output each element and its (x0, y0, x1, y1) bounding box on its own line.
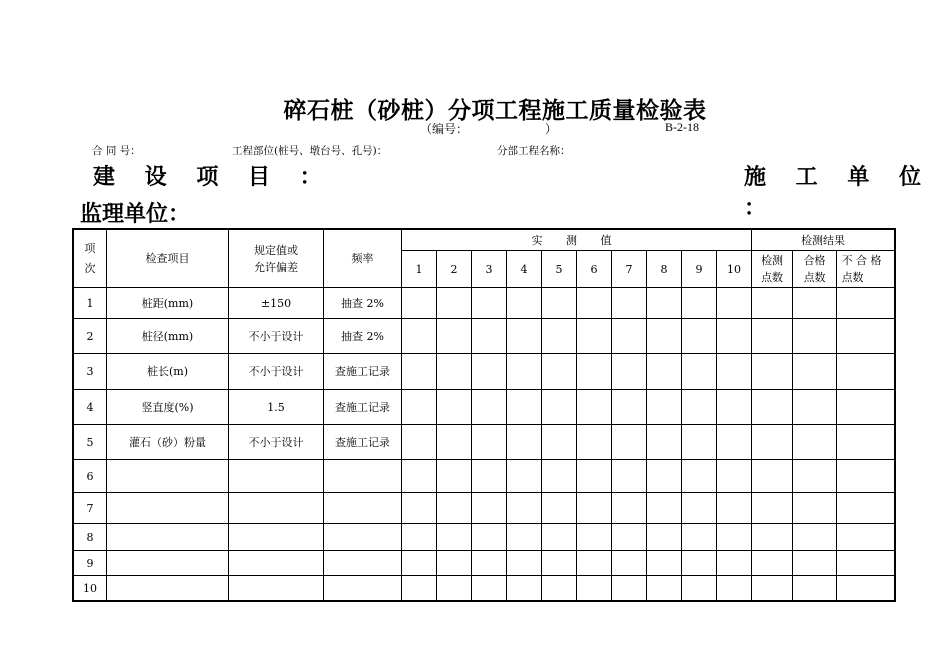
supervisor-label: 监理单位： (80, 202, 191, 227)
fail-points-cell[interactable] (837, 425, 895, 460)
measured-value-cell[interactable] (402, 354, 437, 390)
measured-col-7: 7 (612, 251, 647, 288)
measured-value-cell[interactable] (717, 319, 752, 354)
measured-value-cell[interactable] (542, 390, 577, 425)
measured-value-cell[interactable] (542, 493, 577, 524)
subproject-name-label: 分部工程名称： (497, 145, 571, 157)
measured-value-cell[interactable] (507, 524, 542, 551)
measured-col-1: 1 (402, 251, 437, 288)
measured-value-cell[interactable] (647, 460, 682, 493)
measured-value-cell[interactable] (612, 460, 647, 493)
row-check-item: 灌石（砂）粉量 (107, 425, 229, 460)
measured-value-cell[interactable] (472, 524, 507, 551)
measured-col-8: 8 (647, 251, 682, 288)
pass-points-cell[interactable] (793, 354, 837, 390)
table-row (74, 354, 895, 390)
inspection-table (73, 229, 895, 601)
measured-value-cell[interactable] (647, 288, 682, 319)
measured-col-6: 6 (577, 251, 612, 288)
serial-close: ） (545, 122, 558, 136)
measured-value-cell[interactable] (402, 425, 437, 460)
measured-value-cell[interactable] (507, 551, 542, 576)
pass-points-cell[interactable] (793, 425, 837, 460)
measured-value-cell[interactable] (577, 460, 612, 493)
measured-value-cell[interactable] (717, 425, 752, 460)
table-row (74, 524, 895, 551)
row-number: 10 (74, 576, 107, 601)
table-row (74, 288, 895, 319)
measured-value-cell[interactable] (682, 524, 717, 551)
row-check-item (107, 524, 229, 551)
pass-points-cell[interactable] (793, 390, 837, 425)
table-row (74, 460, 895, 493)
measured-value-cell[interactable] (437, 319, 472, 354)
row-spec (229, 493, 324, 524)
header-result: 检测结果 (752, 230, 895, 251)
measured-value-cell[interactable] (542, 425, 577, 460)
detect-points-cell[interactable] (752, 460, 793, 493)
measured-value-cell[interactable] (612, 288, 647, 319)
row-spec (229, 551, 324, 576)
measured-value-cell[interactable] (682, 390, 717, 425)
header-spec (229, 230, 324, 288)
measured-value-cell[interactable] (402, 390, 437, 425)
measured-col-9: 9 (682, 251, 717, 288)
row-frequency: 查施工记录 (324, 354, 402, 390)
measured-value-cell[interactable] (437, 524, 472, 551)
measured-value-cell[interactable] (717, 551, 752, 576)
pass-points-cell[interactable] (793, 493, 837, 524)
measured-value-cell[interactable] (472, 551, 507, 576)
row-frequency (324, 524, 402, 551)
measured-value-cell[interactable] (647, 493, 682, 524)
detect-points-cell[interactable] (752, 390, 793, 425)
measured-value-cell[interactable] (577, 319, 612, 354)
measured-value-cell[interactable] (612, 551, 647, 576)
measured-value-cell[interactable] (577, 493, 612, 524)
header-pass-points: 合格点数 (793, 251, 837, 288)
measured-value-cell[interactable] (402, 460, 437, 493)
measured-value-cell[interactable] (402, 288, 437, 319)
work-location-label: 工程部位(桩号、墩台号、孔号)： (232, 145, 388, 157)
measured-value-cell[interactable] (647, 524, 682, 551)
measured-value-cell[interactable] (402, 576, 437, 601)
measured-value-cell[interactable] (682, 354, 717, 390)
measured-value-cell[interactable] (507, 288, 542, 319)
measured-value-cell[interactable] (507, 576, 542, 601)
measured-value-cell[interactable] (472, 576, 507, 601)
row-number: 9 (74, 551, 107, 576)
measured-value-cell[interactable] (542, 460, 577, 493)
row-spec: 不小于设计 (229, 425, 324, 460)
row-number: 7 (74, 493, 107, 524)
measured-value-cell[interactable] (437, 576, 472, 601)
measured-value-cell[interactable] (402, 493, 437, 524)
header-check-item: 检查项目 (107, 230, 229, 288)
row-number: 1 (74, 288, 107, 319)
row-check-item (107, 576, 229, 601)
measured-value-cell[interactable] (437, 390, 472, 425)
row-spec: ±150 (229, 288, 324, 319)
row-frequency (324, 551, 402, 576)
detect-points-cell[interactable] (752, 354, 793, 390)
measured-value-cell[interactable] (682, 576, 717, 601)
measured-value-cell[interactable] (717, 354, 752, 390)
measured-value-cell[interactable] (612, 493, 647, 524)
pass-points-cell[interactable] (793, 576, 837, 601)
measured-value-cell[interactable] (612, 425, 647, 460)
row-number: 4 (74, 390, 107, 425)
measured-value-cell[interactable] (577, 524, 612, 551)
row-frequency: 抽查 2% (324, 288, 402, 319)
measured-value-cell[interactable] (682, 551, 717, 576)
measured-col-10: 10 (717, 251, 752, 288)
row-check-item (107, 493, 229, 524)
measured-value-cell[interactable] (472, 319, 507, 354)
header-spec-line2: 允许偏差 (254, 260, 298, 274)
detect-points-cell[interactable] (752, 524, 793, 551)
fail-points-cell[interactable] (837, 576, 895, 601)
measured-value-cell[interactable] (612, 576, 647, 601)
header-spec-line1: 规定值或 (254, 243, 298, 257)
measured-value-cell[interactable] (472, 493, 507, 524)
measured-col-3: 3 (472, 251, 507, 288)
table-row (74, 390, 895, 425)
header-detect-points: 检测点数 (752, 251, 793, 288)
contractor-label: 施 工 单 位 ： (744, 165, 932, 221)
row-check-item: 桩径(mm) (107, 319, 229, 354)
measured-value-cell[interactable] (682, 319, 717, 354)
row-frequency (324, 493, 402, 524)
detect-points-cell[interactable] (752, 288, 793, 319)
fail-points-cell[interactable] (837, 288, 895, 319)
table-row (74, 551, 895, 576)
row-number: 6 (74, 460, 107, 493)
fail-points-cell[interactable] (837, 524, 895, 551)
measured-value-cell[interactable] (437, 425, 472, 460)
measured-col-2: 2 (437, 251, 472, 288)
measured-value-cell[interactable] (542, 576, 577, 601)
row-spec: 1.5 (229, 390, 324, 425)
table-row (74, 493, 895, 524)
fail-points-cell[interactable] (837, 460, 895, 493)
serial-number (420, 120, 558, 137)
pass-points-cell[interactable] (793, 319, 837, 354)
measured-value-cell[interactable] (682, 288, 717, 319)
measured-value-cell[interactable] (507, 354, 542, 390)
header-frequency: 频率 (324, 230, 402, 288)
row-frequency (324, 576, 402, 601)
measured-value-cell[interactable] (647, 425, 682, 460)
measured-value-cell[interactable] (437, 288, 472, 319)
measured-value-cell[interactable] (542, 288, 577, 319)
row-check-item (107, 460, 229, 493)
measured-value-cell[interactable] (437, 551, 472, 576)
measured-value-cell[interactable] (507, 493, 542, 524)
measured-value-cell[interactable] (507, 319, 542, 354)
measured-value-cell[interactable] (437, 354, 472, 390)
measured-value-cell[interactable] (542, 524, 577, 551)
row-frequency: 查施工记录 (324, 425, 402, 460)
measured-value-cell[interactable] (647, 576, 682, 601)
measured-value-cell[interactable] (507, 390, 542, 425)
measured-value-cell[interactable] (542, 354, 577, 390)
header-item-no: 项次 (74, 230, 107, 288)
row-check-item: 竖直度(%) (107, 390, 229, 425)
fail-points-cell[interactable] (837, 493, 895, 524)
measured-value-cell[interactable] (717, 576, 752, 601)
measured-value-cell[interactable] (647, 551, 682, 576)
measured-value-cell[interactable] (682, 425, 717, 460)
measured-value-cell[interactable] (472, 460, 507, 493)
measured-value-cell[interactable] (577, 576, 612, 601)
measured-value-cell[interactable] (577, 425, 612, 460)
row-spec (229, 460, 324, 493)
row-frequency: 抽查 2% (324, 319, 402, 354)
row-spec (229, 576, 324, 601)
table-row (74, 319, 895, 354)
measured-value-cell[interactable] (682, 460, 717, 493)
row-frequency: 查施工记录 (324, 390, 402, 425)
measured-value-cell[interactable] (472, 390, 507, 425)
fail-points-cell[interactable] (837, 319, 895, 354)
header-measured-values: 实 测 值 (402, 230, 752, 251)
measured-value-cell[interactable] (612, 319, 647, 354)
measured-value-cell[interactable] (647, 354, 682, 390)
measured-value-cell[interactable] (507, 460, 542, 493)
measured-value-cell[interactable] (717, 460, 752, 493)
row-frequency (324, 460, 402, 493)
fail-points-cell[interactable] (837, 390, 895, 425)
measured-value-cell[interactable] (402, 524, 437, 551)
measured-value-cell[interactable] (717, 288, 752, 319)
detect-points-cell[interactable] (752, 425, 793, 460)
measured-value-cell[interactable] (682, 493, 717, 524)
construction-project-label: 建 设 项 目 ： (93, 165, 333, 190)
measured-value-cell[interactable] (437, 493, 472, 524)
measured-value-cell[interactable] (717, 524, 752, 551)
measured-value-cell[interactable] (577, 390, 612, 425)
measured-value-cell[interactable] (577, 551, 612, 576)
row-spec (229, 524, 324, 551)
measured-value-cell[interactable] (472, 288, 507, 319)
row-number: 2 (74, 319, 107, 354)
measured-value-cell[interactable] (542, 551, 577, 576)
measured-value-cell[interactable] (717, 493, 752, 524)
table-row (74, 425, 895, 460)
measured-value-cell[interactable] (612, 354, 647, 390)
detect-points-cell[interactable] (752, 551, 793, 576)
fail-points-cell[interactable] (837, 551, 895, 576)
row-number: 8 (74, 524, 107, 551)
row-number: 5 (74, 425, 107, 460)
measured-value-cell[interactable] (612, 524, 647, 551)
measured-value-cell[interactable] (437, 460, 472, 493)
form-code: B-2-18 (665, 120, 699, 134)
row-spec: 不小于设计 (229, 319, 324, 354)
row-check-item (107, 551, 229, 576)
measured-value-cell[interactable] (507, 425, 542, 460)
row-number: 3 (74, 354, 107, 390)
row-spec: 不小于设计 (229, 354, 324, 390)
measured-value-cell[interactable] (717, 390, 752, 425)
detect-points-cell[interactable] (752, 319, 793, 354)
detect-points-cell[interactable] (752, 576, 793, 601)
pass-points-cell[interactable] (793, 524, 837, 551)
measured-value-cell[interactable] (647, 390, 682, 425)
pass-points-cell[interactable] (793, 551, 837, 576)
measured-value-cell[interactable] (577, 354, 612, 390)
measured-value-cell[interactable] (577, 288, 612, 319)
measured-value-cell[interactable] (472, 425, 507, 460)
row-check-item: 桩长(m) (107, 354, 229, 390)
pass-points-cell[interactable] (793, 460, 837, 493)
measured-value-cell[interactable] (647, 319, 682, 354)
measured-value-cell[interactable] (402, 551, 437, 576)
measured-col-4: 4 (507, 251, 542, 288)
contract-number-label: 合 同 号： (92, 145, 141, 157)
measured-col-5: 5 (542, 251, 577, 288)
form-title: 碎石桩（砂桩）分项工程施工质量检验表 (283, 98, 707, 124)
measured-value-cell[interactable] (542, 319, 577, 354)
measured-value-cell[interactable] (402, 319, 437, 354)
measured-value-cell[interactable] (612, 390, 647, 425)
pass-points-cell[interactable] (793, 288, 837, 319)
row-check-item: 桩距(mm) (107, 288, 229, 319)
table-row (74, 576, 895, 601)
detect-points-cell[interactable] (752, 493, 793, 524)
header-fail-points: 不 合 格点数 (837, 251, 895, 288)
measured-value-cell[interactable] (472, 354, 507, 390)
serial-open: （编号： (420, 122, 469, 136)
fail-points-cell[interactable] (837, 354, 895, 390)
